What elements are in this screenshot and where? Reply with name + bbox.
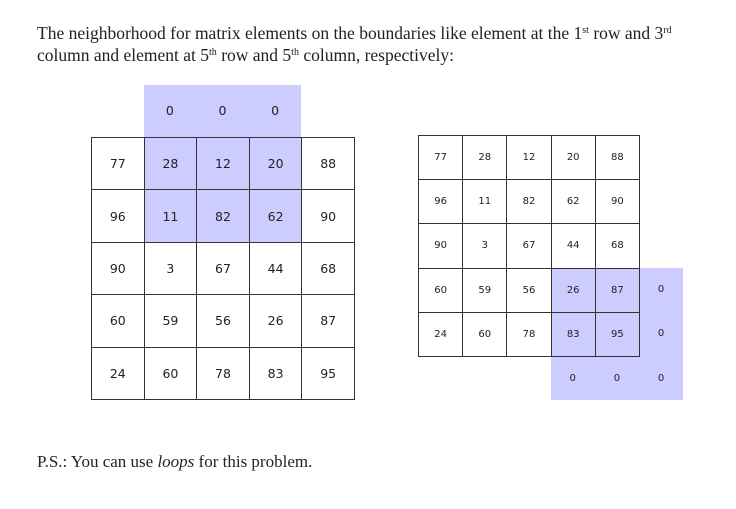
matrix-cell: 67 <box>506 223 551 268</box>
matrix-cell: 68 <box>595 223 640 268</box>
matrix-cell: 68 <box>301 242 355 295</box>
matrix-cell: 11 <box>144 189 198 242</box>
matrix-cell: 82 <box>196 189 250 242</box>
matrix-cell: 12 <box>196 137 250 190</box>
matrix-cell: 96 <box>418 179 463 224</box>
matrix-cell: 3 <box>462 223 507 268</box>
padding-zero-cell: 0 <box>218 103 227 119</box>
heading-part: column and element at 5 <box>37 45 210 65</box>
matrix-cell: 20 <box>249 137 303 190</box>
heading-part: The neighborhood for matrix elements on the boundaries like element at the 1 <box>37 23 583 43</box>
heading-part: row and 3 <box>588 23 664 43</box>
padding-zero-cell: 0 <box>657 328 665 340</box>
matrix-cell: 28 <box>462 135 507 180</box>
matrix-cell: 12 <box>506 135 551 180</box>
matrix-cell: 83 <box>249 347 303 400</box>
matrix-cell: 26 <box>249 294 303 347</box>
matrix-cell: 90 <box>595 179 640 224</box>
padding-zero-cell: 0 <box>657 284 665 296</box>
heading-part: row and 5 <box>216 45 292 65</box>
matrix-cell: 44 <box>249 242 303 295</box>
matrix-cell: 77 <box>91 137 145 190</box>
footer-italic: loops <box>157 452 195 471</box>
matrix-cell: 78 <box>506 312 551 357</box>
matrix-cell: 28 <box>144 137 198 190</box>
matrix-cell: 26 <box>551 268 596 313</box>
footer-text: P.S.: You can use <box>37 452 158 471</box>
matrix-cell: 60 <box>144 347 198 400</box>
matrix-cell: 3 <box>144 242 198 295</box>
matrix-cell: 60 <box>91 294 145 347</box>
heading-part: column, respectively: <box>298 45 454 65</box>
heading-superscript: st <box>582 25 589 36</box>
matrix-cell: 82 <box>506 179 551 224</box>
matrix-cell: 24 <box>418 312 463 357</box>
matrix-cell: 95 <box>301 347 355 400</box>
matrix-cell: 90 <box>301 189 355 242</box>
matrix-cell: 90 <box>418 223 463 268</box>
padding-zero-cell: 0 <box>165 103 174 119</box>
matrix-cell: 90 <box>91 242 145 295</box>
matrix-cell: 95 <box>595 312 640 357</box>
padding-zero-cell: 0 <box>569 372 576 384</box>
matrix-cell: 20 <box>551 135 596 180</box>
matrix-cell: 67 <box>196 242 250 295</box>
footer-text: for this problem. <box>194 452 313 471</box>
heading-superscript: th <box>209 47 217 58</box>
matrix-cell: 24 <box>91 347 145 400</box>
matrix-cell: 83 <box>551 312 596 357</box>
matrix-cell: 88 <box>595 135 640 180</box>
matrix-cell: 44 <box>551 223 596 268</box>
matrix-cell: 56 <box>506 268 551 313</box>
matrix-cell: 77 <box>418 135 463 180</box>
matrix-cell: 56 <box>196 294 250 347</box>
padding-zero-cell: 0 <box>657 372 665 384</box>
matrix-cell: 88 <box>301 137 355 190</box>
matrix-cell: 60 <box>462 312 507 357</box>
padding-zero-cell: 0 <box>613 372 621 384</box>
matrix-cell: 87 <box>595 268 640 313</box>
matrix-cell: 11 <box>462 179 507 224</box>
heading-text <box>37 22 717 66</box>
matrix-cell: 62 <box>249 189 303 242</box>
matrix-cell: 62 <box>551 179 596 224</box>
matrix-cell: 96 <box>91 189 145 242</box>
matrix-cell: 87 <box>301 294 355 347</box>
heading-superscript: rd <box>663 25 672 36</box>
matrix-cell: 59 <box>144 294 198 347</box>
heading-superscript: th <box>291 47 299 58</box>
padding-zero-cell: 0 <box>271 103 280 119</box>
matrix-cell: 59 <box>462 268 507 313</box>
matrix-cell: 60 <box>418 268 463 313</box>
footer-note <box>37 452 312 472</box>
matrix-cell: 78 <box>196 347 250 400</box>
